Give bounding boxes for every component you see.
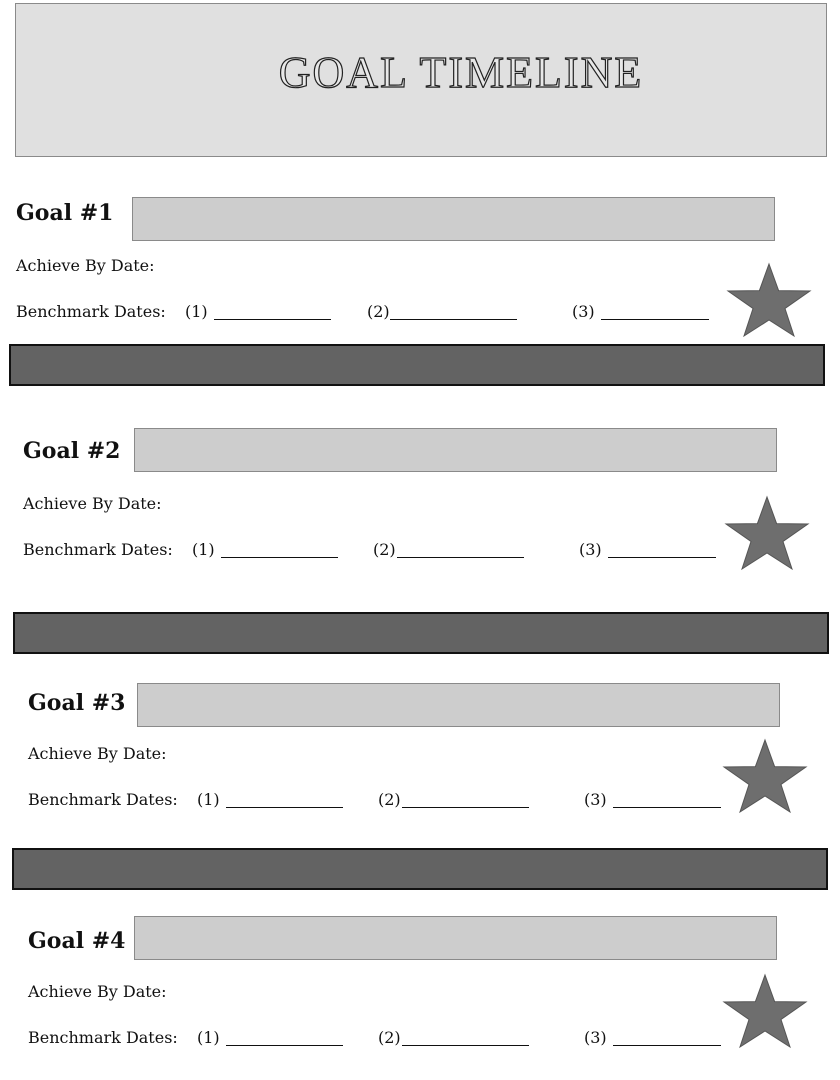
goal-section-3 (0, 690, 840, 840)
star-icon (725, 262, 813, 338)
benchmark-3-label: (3) (584, 790, 607, 809)
goal-label: Goal #2 (23, 438, 121, 464)
benchmark-3-blank[interactable] (613, 807, 721, 808)
benchmark-3-blank[interactable] (608, 557, 716, 558)
star-icon (723, 495, 811, 571)
divider-bar (13, 612, 829, 654)
goal-section-1 (0, 200, 840, 350)
achieve-by-date-label: Achieve By Date: (28, 744, 167, 763)
benchmark-1-label: (1) (197, 1028, 220, 1047)
benchmark-2-label: (2) (378, 790, 401, 809)
goal-section-4 (0, 928, 840, 1078)
goal-input-field[interactable] (134, 428, 777, 472)
benchmark-1-label: (1) (197, 790, 220, 809)
benchmark-3-blank[interactable] (601, 319, 709, 320)
benchmark-3-label: (3) (579, 540, 602, 559)
benchmark-1-label: (1) (185, 302, 208, 321)
benchmark-dates-label: Benchmark Dates: (16, 302, 166, 321)
divider-bar (12, 848, 828, 890)
benchmark-1-blank[interactable] (226, 1045, 343, 1046)
benchmark-2-blank[interactable] (397, 557, 524, 558)
benchmark-2-blank[interactable] (402, 1045, 529, 1046)
benchmark-dates-label: Benchmark Dates: (28, 1028, 178, 1047)
benchmark-2-label: (2) (378, 1028, 401, 1047)
header-banner (15, 3, 827, 157)
goal-input-field[interactable] (137, 683, 780, 727)
achieve-by-date-label: Achieve By Date: (23, 494, 162, 513)
benchmark-2-blank[interactable] (390, 319, 517, 320)
benchmark-2-label: (2) (367, 302, 390, 321)
benchmark-1-blank[interactable] (226, 807, 343, 808)
star-icon (721, 738, 809, 814)
page-title: GOAL TIMELINE (278, 48, 644, 97)
star-icon (721, 973, 809, 1049)
goal-label: Goal #3 (28, 690, 126, 716)
benchmark-2-label: (2) (373, 540, 396, 559)
divider-bar (9, 344, 825, 386)
goal-label: Goal #1 (16, 200, 114, 226)
goal-input-field[interactable] (134, 916, 777, 960)
goal-label: Goal #4 (28, 928, 126, 954)
benchmark-3-label: (3) (572, 302, 595, 321)
benchmark-2-blank[interactable] (402, 807, 529, 808)
benchmark-1-blank[interactable] (221, 557, 338, 558)
achieve-by-date-label: Achieve By Date: (28, 982, 167, 1001)
benchmark-1-label: (1) (192, 540, 215, 559)
benchmark-3-blank[interactable] (613, 1045, 721, 1046)
goal-section-2 (0, 438, 840, 588)
benchmark-3-label: (3) (584, 1028, 607, 1047)
goal-input-field[interactable] (132, 197, 775, 241)
benchmark-dates-label: Benchmark Dates: (23, 540, 173, 559)
benchmark-1-blank[interactable] (214, 319, 331, 320)
benchmark-dates-label: Benchmark Dates: (28, 790, 178, 809)
achieve-by-date-label: Achieve By Date: (16, 256, 155, 275)
